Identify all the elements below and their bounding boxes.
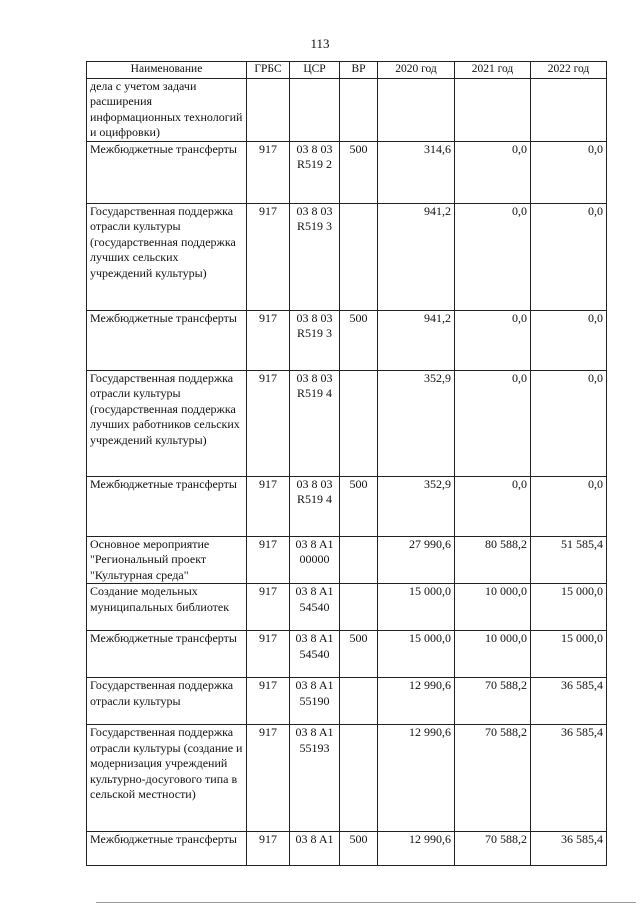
cell-grbs: 917 bbox=[247, 141, 290, 203]
cell-2021: 80 588,2 bbox=[455, 536, 531, 584]
table-row bbox=[87, 78, 607, 141]
cell-csr: 03 8 A1 54540 bbox=[290, 631, 340, 678]
cell-name: Межбюджетные трансферты bbox=[87, 476, 247, 536]
cell-grbs: 917 bbox=[247, 476, 290, 536]
table-row bbox=[87, 584, 607, 631]
cell-csr bbox=[290, 78, 340, 141]
cell-vr bbox=[340, 536, 378, 584]
header-row bbox=[87, 62, 607, 79]
cell-grbs: 917 bbox=[247, 678, 290, 725]
cell-2020: 27 990,6 bbox=[378, 536, 455, 584]
table-row bbox=[87, 832, 607, 866]
cell-name: Государственная поддержка отрасли культуры (государственная поддержка лучших работников сельских учреждений культуры) bbox=[87, 370, 247, 476]
cell-2021: 10 000,0 bbox=[455, 631, 531, 678]
col-header-vr: ВР bbox=[340, 62, 378, 79]
cell-name: Государственная поддержка отрасли культуры (государственная поддержка лучших сельских учреждений культуры) bbox=[87, 203, 247, 310]
table-row bbox=[87, 536, 607, 584]
cell-csr: 03 8 A1 54540 bbox=[290, 584, 340, 631]
cell-grbs: 917 bbox=[247, 370, 290, 476]
cell-2021: 70 588,2 bbox=[455, 678, 531, 725]
cell-vr: 500 bbox=[340, 832, 378, 866]
cell-csr: 03 8 03 R519 3 bbox=[290, 310, 340, 370]
cell-vr bbox=[340, 725, 378, 832]
cell-name: Межбюджетные трансферты bbox=[87, 832, 247, 866]
cell-vr bbox=[340, 678, 378, 725]
cell-name: Межбюджетные трансферты bbox=[87, 310, 247, 370]
cell-2021 bbox=[455, 78, 531, 141]
cell-grbs bbox=[247, 78, 290, 141]
table-row bbox=[87, 725, 607, 832]
cell-name: дела с учетом задачи расширения информационных технологий и оцифровки) bbox=[87, 78, 247, 141]
cell-2021: 70 588,2 bbox=[455, 832, 531, 866]
cell-vr bbox=[340, 370, 378, 476]
cell-csr: 03 8 A1 00000 bbox=[290, 536, 340, 584]
table-row bbox=[87, 203, 607, 310]
col-header-name: Наименование bbox=[87, 62, 247, 79]
cell-2021: 0,0 bbox=[455, 476, 531, 536]
cell-name: Создание модельных муниципальных библиотек bbox=[87, 584, 247, 631]
cell-name: Межбюджетные трансферты bbox=[87, 631, 247, 678]
cell-2022: 15 000,0 bbox=[531, 631, 607, 678]
cell-2022: 0,0 bbox=[531, 476, 607, 536]
cell-grbs: 917 bbox=[247, 631, 290, 678]
budget-table bbox=[86, 61, 607, 866]
cell-vr: 500 bbox=[340, 476, 378, 536]
cell-2020: 352,9 bbox=[378, 370, 455, 476]
cell-name: Межбюджетные трансферты bbox=[87, 141, 247, 203]
col-header-2021: 2021 год bbox=[455, 62, 531, 79]
cell-2021: 10 000,0 bbox=[455, 584, 531, 631]
cell-csr: 03 8 A1 bbox=[290, 832, 340, 866]
cell-vr: 500 bbox=[340, 310, 378, 370]
table-row bbox=[87, 310, 607, 370]
cell-2020: 12 990,6 bbox=[378, 832, 455, 866]
bottom-edge-line bbox=[96, 902, 636, 903]
cell-grbs: 917 bbox=[247, 584, 290, 631]
table-row bbox=[87, 678, 607, 725]
col-header-2020: 2020 год bbox=[378, 62, 455, 79]
cell-2022: 36 585,4 bbox=[531, 678, 607, 725]
cell-2022 bbox=[531, 78, 607, 141]
cell-2021: 70 588,2 bbox=[455, 725, 531, 832]
cell-2021: 0,0 bbox=[455, 141, 531, 203]
cell-2020: 314,6 bbox=[378, 141, 455, 203]
cell-grbs: 917 bbox=[247, 725, 290, 832]
cell-2022: 36 585,4 bbox=[531, 725, 607, 832]
cell-2021: 0,0 bbox=[455, 203, 531, 310]
cell-csr: 03 8 A1 55190 bbox=[290, 678, 340, 725]
cell-vr bbox=[340, 78, 378, 141]
cell-2020: 15 000,0 bbox=[378, 631, 455, 678]
cell-2020: 15 000,0 bbox=[378, 584, 455, 631]
cell-csr: 03 8 A1 55193 bbox=[290, 725, 340, 832]
cell-csr: 03 8 03 R519 4 bbox=[290, 370, 340, 476]
cell-name: Государственная поддержка отрасли культуры (создание и модернизация учреждений культурно-досугового типа в сельской местности) bbox=[87, 725, 247, 832]
cell-2021: 0,0 bbox=[455, 370, 531, 476]
cell-grbs: 917 bbox=[247, 536, 290, 584]
cell-grbs: 917 bbox=[247, 203, 290, 310]
col-header-csr: ЦСР bbox=[290, 62, 340, 79]
cell-2021: 0,0 bbox=[455, 310, 531, 370]
cell-2020: 352,9 bbox=[378, 476, 455, 536]
table-row bbox=[87, 476, 607, 536]
cell-name: Государственная поддержка отрасли культуры bbox=[87, 678, 247, 725]
col-header-grbs: ГРБС bbox=[247, 62, 290, 79]
cell-2022: 51 585,4 bbox=[531, 536, 607, 584]
cell-csr: 03 8 03 R519 3 bbox=[290, 203, 340, 310]
cell-csr: 03 8 03 R519 2 bbox=[290, 141, 340, 203]
page-number: 113 bbox=[310, 36, 330, 51]
table-row bbox=[87, 370, 607, 476]
cell-2020: 941,2 bbox=[378, 203, 455, 310]
cell-2022: 15 000,0 bbox=[531, 584, 607, 631]
cell-2022: 0,0 bbox=[531, 370, 607, 476]
cell-csr: 03 8 03 R519 4 bbox=[290, 476, 340, 536]
col-header-2022: 2022 год bbox=[531, 62, 607, 79]
table-row bbox=[87, 141, 607, 203]
cell-2022: 0,0 bbox=[531, 141, 607, 203]
cell-2022: 36 585,4 bbox=[531, 832, 607, 866]
cell-2022: 0,0 bbox=[531, 310, 607, 370]
cell-2020: 12 990,6 bbox=[378, 678, 455, 725]
cell-vr: 500 bbox=[340, 631, 378, 678]
cell-vr bbox=[340, 584, 378, 631]
cell-2020: 12 990,6 bbox=[378, 725, 455, 832]
cell-name: Основное мероприятие "Региональный проект "Культурная среда" bbox=[87, 536, 247, 584]
cell-2022: 0,0 bbox=[531, 203, 607, 310]
cell-2020: 941,2 bbox=[378, 310, 455, 370]
cell-vr: 500 bbox=[340, 141, 378, 203]
cell-grbs: 917 bbox=[247, 832, 290, 866]
cell-2020 bbox=[378, 78, 455, 141]
cell-grbs: 917 bbox=[247, 310, 290, 370]
table-row bbox=[87, 631, 607, 678]
cell-vr bbox=[340, 203, 378, 310]
